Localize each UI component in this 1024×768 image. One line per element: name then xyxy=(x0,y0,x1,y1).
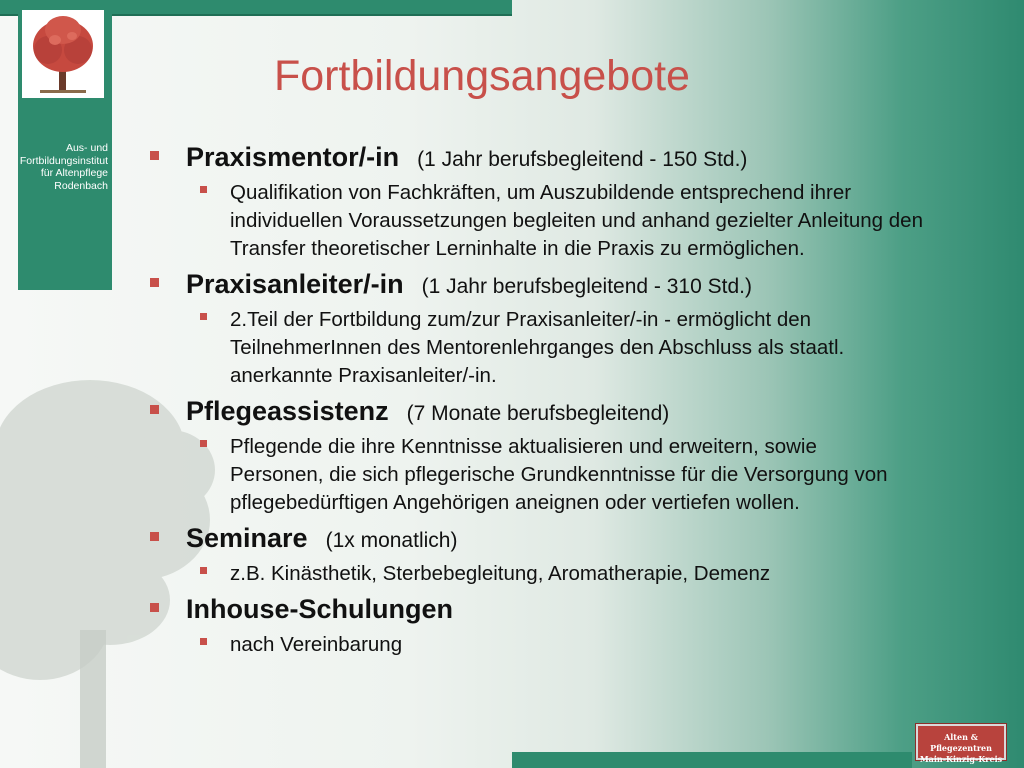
institute-name xyxy=(0,142,108,192)
list-item xyxy=(150,269,950,300)
institute-line: Aus- und xyxy=(65,142,108,154)
sub-item-text: z.B. Kinästhetik, Sterbebegleitung, Aromatherapie, Demenz xyxy=(230,562,771,585)
institute-line: Rodenbach xyxy=(54,179,108,192)
partner-badge xyxy=(916,724,1006,764)
item-note: (1 Jahr berufsbegleitend - 150 Std.) xyxy=(417,148,748,171)
sub-item-text: Pflegende die ihre Kenntnisse aktualisieren und erweitern, sowie xyxy=(230,435,817,458)
item-heading: Praxismentor/-in xyxy=(186,142,400,172)
item-note: (1x monatlich) xyxy=(325,529,458,552)
sub-bullet-icon xyxy=(200,638,207,645)
bullet-square-icon xyxy=(150,405,159,414)
item-note: (7 Monate berufsbegleitend) xyxy=(406,402,670,425)
item-heading: Inhouse-Schulungen xyxy=(186,594,453,624)
tree-icon xyxy=(22,10,104,98)
slide-title: Fortbildungsangebote xyxy=(274,52,690,100)
bullet-square-icon xyxy=(150,603,159,612)
bullet-square-icon xyxy=(150,278,159,287)
bullet-list xyxy=(150,142,950,665)
badge-line: Main-Kinzig-Kreis xyxy=(919,754,1003,764)
bottom-accent-bar xyxy=(512,752,912,768)
list-item xyxy=(150,523,950,554)
sub-bullet-icon xyxy=(200,440,207,447)
sub-item xyxy=(230,631,950,659)
sub-item-text: Qualifikation von Fachkräften, um Auszubildende entsprechend ihrer individuellen Voraussetzungen begleiten und anhand gezielter Anleitung den Transfer theoretischer Lerninhalte in die Praxis zu ermöglichen. xyxy=(230,181,923,260)
sub-bullet-icon xyxy=(200,186,207,193)
bullet-square-icon xyxy=(150,532,159,541)
list-item xyxy=(150,396,950,427)
item-heading: Seminare xyxy=(186,523,308,553)
institute-line: Fortbildungsinstitut xyxy=(19,154,108,167)
sub-item-text: nach Vereinbarung xyxy=(230,633,403,656)
sub-item xyxy=(230,560,950,588)
institute-line: für Altenpflege xyxy=(40,167,108,179)
sub-item-text: Personen, die sich pflegerische Grundkenntnisse für die Versorgung von pflegebedürftigen Angehörigen aneignen oder vertiefen wollen. xyxy=(230,463,888,514)
sub-item xyxy=(230,306,950,390)
item-heading: Pflegeassistenz xyxy=(186,396,389,426)
item-heading: Praxisanleiter/-in xyxy=(186,269,404,299)
bullet-square-icon xyxy=(150,151,159,160)
sub-bullet-icon xyxy=(200,567,207,574)
badge-line: Alten & Pflegezentren xyxy=(930,732,992,753)
list-item xyxy=(150,594,950,625)
logo xyxy=(20,8,106,100)
sub-bullet-icon xyxy=(200,313,207,320)
item-note: (1 Jahr berufsbegleitend - 310 Std.) xyxy=(421,275,752,298)
list-item xyxy=(150,142,950,173)
sub-item xyxy=(230,433,950,517)
sub-item xyxy=(230,179,950,263)
sub-item-text: 2.Teil der Fortbildung zum/zur Praxisanleiter/-in - ermöglicht den TeilnehmerInnen des Mentorenlehrganges den Abschluss als staatl. anerkannte Praxisanleiter/-in. xyxy=(230,308,845,387)
